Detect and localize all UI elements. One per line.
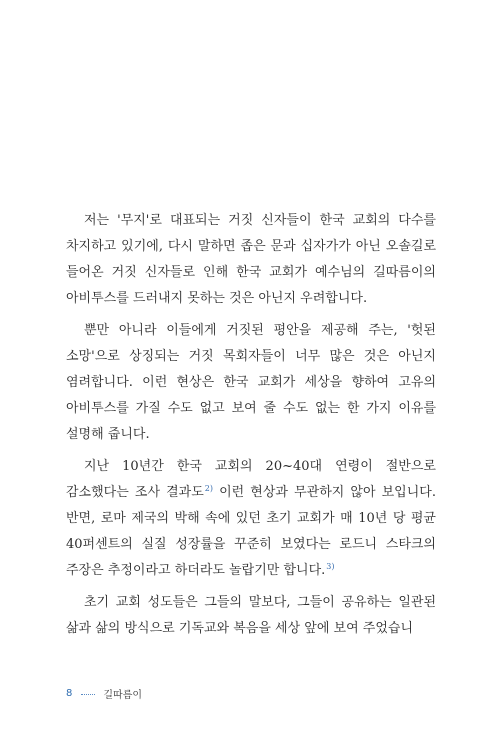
page-footer	[66, 686, 142, 701]
paragraph	[66, 454, 436, 584]
running-title: 길따름이	[103, 690, 143, 701]
footnote-marker[interactable]: 2)	[204, 483, 213, 493]
paragraph	[66, 590, 436, 642]
body-text	[66, 208, 436, 648]
paragraph-text: 초기 교회 성도들은 그들의 말보다, 그들이 공유하는 일관된 삶과 삶의 방식으로 기독교와 복음을 세상 앞에 보여 주었습니	[66, 595, 436, 636]
page-number: 8	[66, 688, 73, 699]
paragraph-text: 뿐만 아니라 이들에게 거짓된 평안을 제공해 주는, '헛된 소망'으로 상징되는 거짓 목회자들이 너무 많은 것은 아닌지 염려합니다. 이런 현상은 한국 교회가 세상을 향하여 고유의 아비투스를 가질 수도 없고 보여 줄 수도 없는 한 가지 이유를 설명해 줍니다.	[66, 323, 436, 442]
paragraph-text: 이런 현상과 무관하지 않아 보입니다. 반면, 로마 제국의 박해 속에 있던 초기 교회가 매 10년 당 평균 40퍼센트의 실질 성장률을 꾸준히 보였다는 로드니 스타크의 주장은 추정이라고 하더라도 놀랍기만 합니다.	[66, 485, 436, 578]
paragraph	[66, 318, 436, 448]
paragraph-text: 지난 10년간 한국 교회의 20~40대 연령이 절반으로 감소했다는 조사 결과도	[66, 459, 436, 500]
footnote-marker[interactable]: 3)	[326, 561, 335, 571]
paragraph-text: 저는 '무지'로 대표되는 거짓 신자들이 한국 교회의 다수를 차지하고 있기에, 다시 말하면 좁은 문과 십자가가 아닌 오솔길로 들어온 거짓 신자들로 인해 한국 교회가 예수님의 길따름이의 아비투스를 드러내지 못하는 것은 아닌지 우려합니다.	[66, 213, 436, 306]
paragraph	[66, 208, 436, 312]
footer-separator	[81, 694, 95, 695]
